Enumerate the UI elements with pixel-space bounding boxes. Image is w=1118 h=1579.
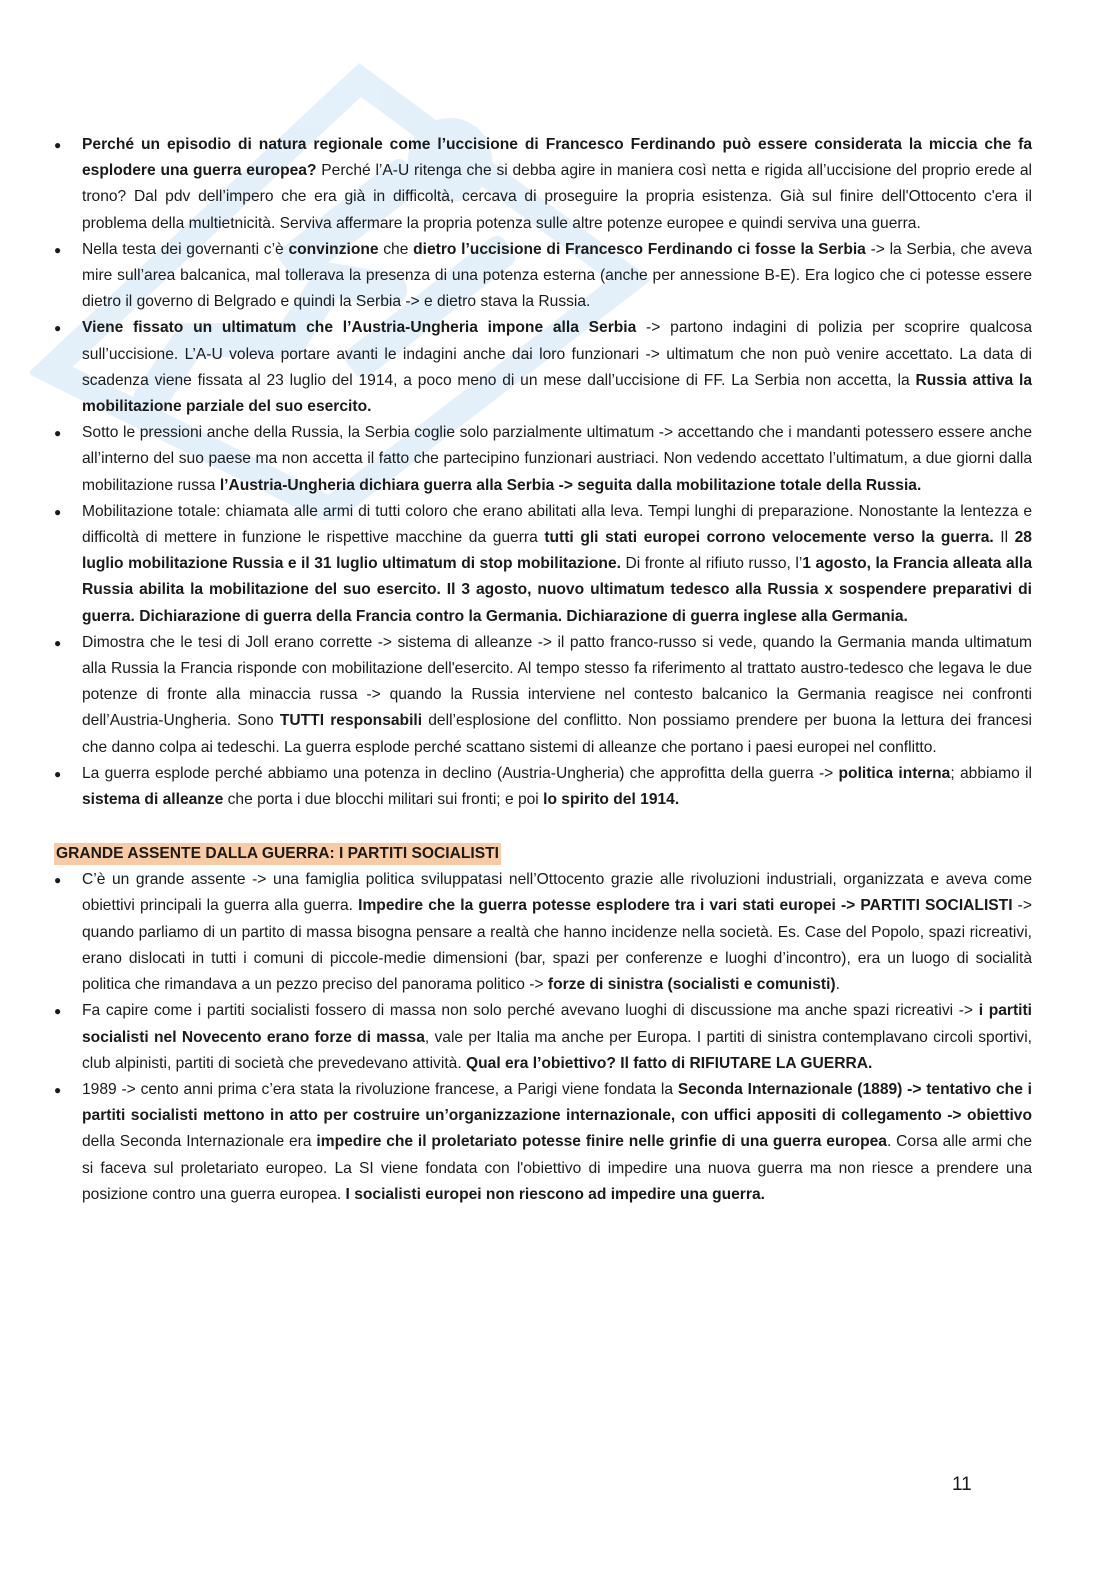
bullet-item [54, 630, 1032, 761]
bold-text: convinzione [288, 240, 379, 258]
text-run: Sotto le pressioni anche della Russia, la Serbia coglie solo parzialmente ultimatum -> accettando che i mandanti potessero essere anche all’interno del suo paese ma non accetta il fatto che partecipino funzionari austriaci. Non vedendo accettato l’ultimatum, a due giorni dalla mobilitazione russa [82, 424, 1032, 494]
text-run: Mobilitazione totale: chiamata alle armi di tutti coloro che erano abilitati alla leva. Tempi lunghi di preparazione. Nonostante la lentezza e difficoltà di mettere in funzione le rispettive macchine da guerra [82, 502, 1032, 547]
text-run: della Seconda Internazionale era [82, 1133, 317, 1151]
text-run: Nella testa dei governanti c’è [82, 240, 289, 258]
bullet-item [54, 761, 1032, 813]
bold-text: Seconda Internazionale (1889) -> tentativo che i partiti socialisti mettono in atto per costruire un’organizzazione internazionale, con uffici appositi di collegamento -> obiettivo [82, 1080, 1032, 1125]
text-run: C’è un grande assente -> una famiglia politica sviluppatasi nell’Ottocento grazie alle rivoluzioni industriali, organizzata e aveva come obiettivi principali la guerra alla guerra. [82, 871, 1032, 915]
text-run: ; abbiamo il [950, 764, 1032, 782]
text-run: -> la Serbia, che aveva mire sull’area balcanica, mal tollerava la presenza di una potenza esterna (anche per annessione B-E). Era logico che ci potesse essere dietro il governo di Belgrado e quindi la Serbia -> e dietro stava la Russia. [82, 240, 1032, 311]
bold-text: forze di sinistra (socialisti e comunisti) [547, 976, 836, 994]
bullet-list-causes [54, 132, 1032, 813]
bold-text: 1 agosto, la Francia alleata alla Russia abilita la mobilitazione del suo esercito. Il 3 agosto, nuovo ultimatum tedesco alla Russia x sospendere preparativi di guerra. Dichiarazione di guerra della Francia contro la Germania. Dichiarazione di guerra inglese alla Germania. [82, 555, 1033, 625]
bold-text: tutti gli stati europei corrono velocemente verso la guerra. [544, 529, 994, 547]
bullet-item [54, 998, 1032, 1077]
bullet-item [54, 420, 1032, 499]
bold-text: i partiti socialisti nel Novecento erano forze di massa [82, 1002, 1033, 1046]
bullet-item [54, 315, 1032, 420]
text-run: che porta i due blocchi militari sui fronti; e poi [223, 791, 544, 809]
bold-text: Viene fissato un ultimatum che l’Austria-Ungheria impone alla Serbia [82, 319, 637, 337]
text-run: Perché l’A-U ritenga che si debba agire in maniera così netta e rigida all’uccisione del proprio erede al trono? Dal pdv dell’impero che era già in difficoltà, cercava di proseguire la propria esistenza. Già sul finire dell'Ottocento c'era il problema della multietnicità. Serviva affermare la propria potenza sulle altre potenze europee e quindi serviva una guerra. [82, 162, 1033, 232]
text-run: dell’esplosione del conflitto. Non possiamo prendere per buona la lettura dei francesi che danno colpa ai tedeschi. La guerra esplode perché scattano sistemi di alleanze che portano i paesi europei nel conflitto. [82, 712, 1032, 756]
bold-text: 28 luglio mobilitazione Russia e il 31 luglio ultimatum di stop mobilitazione. [82, 529, 1032, 573]
bold-text: sistema di alleanze [82, 791, 224, 809]
bullet-item [54, 132, 1032, 237]
bullet-list-socialists [54, 867, 1032, 1208]
text-run: che [378, 240, 414, 258]
bold-text: impedire che il proletariato potesse finire nelle grinfie di una guerra europea [316, 1133, 887, 1151]
text-run: 1989 -> cento anni prima c’era stata la rivoluzione francese, a Parigi viene fondata la [82, 1080, 678, 1098]
bold-text: Qual era l’obiettivo? Il fatto di RIFIUTARE LA GUERRA. [466, 1054, 873, 1072]
bullet-item [54, 237, 1032, 316]
bold-text: I socialisti europei non riescono ad impedire una guerra. [345, 1185, 765, 1203]
bold-text: lo spirito del 1914. [543, 791, 680, 809]
text-run: Dimostra che le tesi di Joll erano corrette -> sistema di alleanze -> il patto franco-russo si vede, quando la Germania manda ultimatum alla Russia la Francia risponde con mobilitazione dell'esercito. Al tempo stesso fa riferimento al trattato austro-tedesco che legava le due potenze di fronte alla minaccia russa -> quando la Russia interviene nel contesto balcanico la Germania reagisce nei confronti dell’Austria-Ungheria. Sono [82, 633, 1032, 730]
text-run: , vale per Italia ma anche per Europa. I partiti di sinistra contemplavano circoli sportivi, club alpinisti, partiti di società che prevedevano attività. [82, 1028, 1032, 1072]
bold-text: Perché un episodio di natura regionale come l’uccisione di Francesco Ferdinando può essere considerata la miccia che fa esplodere una guerra europea? [82, 136, 1032, 180]
text-run: Di fronte al rifiuto russo, l’ [620, 555, 803, 573]
text-run: . Corsa alle armi che si faceva sul proletariato europeo. La SI viene fondata con l'obiettivo di impedire una nuova guerra ma non riesce a prendere una posizione contro una guerra europea. [82, 1133, 1032, 1203]
bold-text: dietro l’uccisione di Francesco Ferdinando ci fosse la Serbia [413, 240, 866, 258]
text-run: La guerra esplode perché abbiamo una potenza in declino (Austria-Ungheria) che approfitta della guerra -> [82, 764, 839, 782]
bullet-item [54, 499, 1032, 630]
text-run: Il [993, 529, 1015, 547]
page-number: 11 [952, 1474, 972, 1495]
bullet-item [54, 1077, 1032, 1208]
text-run: . [835, 976, 840, 994]
bold-text: TUTTI responsabili [279, 712, 423, 730]
text-run: -> quando parliamo di un partito di massa bisogna pensare a realtà che hanno incidenze nella società. Es. Case del Popolo, spazi ricreativi, erano dislocati in tutti i comuni di piccole-medie dimensioni (bar, spazi per conferenze e luoghi d’incontro), era un luogo di socialità politica che rimandava a un pezzo preciso del panorama politico -> [82, 897, 1032, 994]
bold-text: l’Austria-Ungheria dichiara guerra alla Serbia -> seguita dalla mobilitazione totale della Russia. [219, 476, 922, 494]
bullet-item [54, 867, 1032, 998]
bold-text: Impedire che la guerra potesse esplodere tra i vari stati europei -> PARTITI SOCIALISTI [358, 897, 1013, 915]
bold-text: politica interna [838, 764, 951, 782]
document-page [54, 132, 1032, 1208]
text-run: Fa capire come i partiti socialisti fossero di massa non solo perché avevano luoghi di discussione ma anche spazi ricreativi -> [82, 1002, 979, 1020]
bold-text: Russia attiva la mobilitazione parziale del suo esercito. [82, 371, 1032, 416]
text-run: -> partono indagini di polizia per scoprire qualcosa sull’uccisione. L’A-U voleva portare avanti le indagini anche dai loro funzionari -> ultimatum che non può venire accettato. La data di scadenza viene fissata al 23 luglio del 1914, a poco meno di un mese dall’uccisione di FF. La Serbia non accetta, la [82, 319, 1032, 389]
section-heading: GRANDE ASSENTE DALLA GUERRA: I PARTITI SOCIALISTI [54, 843, 501, 865]
